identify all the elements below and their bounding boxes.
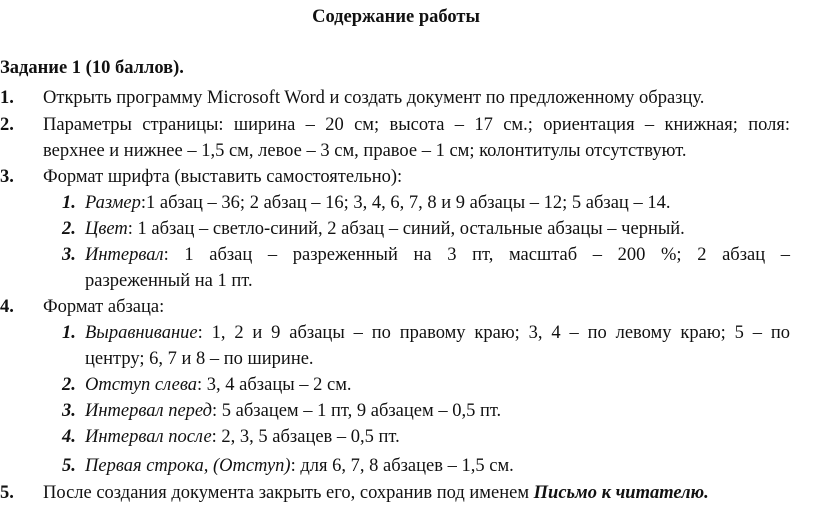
- page-title: Содержание работы: [312, 7, 480, 27]
- item-4-5-value: : для 6, 7, 8 абзацев – 1,5 см.: [290, 456, 514, 476]
- item-4-4-value: : 2, 3, 5 абзацев – 0,5 пт.: [211, 427, 400, 447]
- item-4-2-number: 2.: [62, 375, 76, 395]
- item-4-3-text: [85, 400, 501, 422]
- item-3-2-number: 2.: [62, 219, 76, 239]
- item-4-1-value: : 1, 2 и 9 абзацы – по правому краю; 3, 4 – по левому краю; 5 – по: [197, 323, 790, 343]
- item-3-2-label: Цвет: [85, 219, 128, 239]
- item-4-1-label: Выравнивание: [85, 323, 198, 343]
- item-3-1-text: [85, 192, 670, 214]
- item-4-3-number: 3.: [62, 401, 76, 421]
- item-3-3-label: Интервал: [85, 245, 164, 265]
- item-4-4-text: [85, 426, 400, 448]
- item-3-1-value: :1 абзац – 36; 2 абзац – 16; 3, 4, 6, 7, 8 и 9 абзацы – 12; 5 абзац – 14.: [140, 193, 671, 213]
- item-3-number: 3.: [0, 167, 14, 187]
- item-5-value: После создания документа закрыть его, сохранив под именем: [43, 483, 534, 503]
- item-4-5-number: 5.: [62, 456, 76, 476]
- item-4-4-number: 4.: [62, 427, 76, 447]
- item-2-number: 2.: [0, 115, 14, 135]
- item-4-number: 4.: [0, 297, 14, 317]
- item-4-1-line-2: центру; 6, 7 и 8 – по ширине.: [85, 349, 314, 369]
- item-4-3-label: Интервал перед: [85, 401, 213, 421]
- item-4-4-label: Интервал после: [85, 427, 212, 447]
- item-3-1-label: Размер: [85, 193, 141, 213]
- item-3-3-value: : 1 абзац – разреженный на 3 пт, масштаб – 200 %; 2 абзац –: [163, 245, 790, 265]
- item-3-3-line-2: разреженный на 1 пт.: [85, 271, 253, 291]
- item-3-3-line-1: [85, 244, 790, 266]
- item-4-5-text: [85, 455, 514, 477]
- item-3-3-number: 3.: [62, 245, 76, 265]
- item-3-2-text: [85, 218, 685, 240]
- item-1-text: Открыть программу Microsoft Word и создать документ по предложенному образцу.: [43, 88, 705, 108]
- item-1-number: 1.: [0, 88, 14, 108]
- item-2-line-1: Параметры страницы: ширина – 20 см; высота – 17 см.; ориентация – книжная; поля:: [43, 115, 790, 135]
- item-4-3-value: : 5 абзацем – 1 пт, 9 абзацем – 0,5 пт.: [212, 401, 502, 421]
- item-5-number: 5.: [0, 483, 14, 503]
- item-4-2-value: : 3, 4 абзацы – 2 см.: [197, 375, 352, 395]
- item-4-5-label: Первая строка, (Отступ): [85, 456, 291, 476]
- task-heading: Задание 1 (10 баллов).: [0, 58, 184, 78]
- item-2-line-2: верхнее и нижнее – 1,5 см, левое – 3 см, правое – 1 см; колонтитулы отсутствуют.: [43, 141, 687, 161]
- item-4-2-text: [85, 374, 352, 396]
- item-3-1-number: 1.: [62, 193, 76, 213]
- item-4-1-number: 1.: [62, 323, 76, 343]
- item-4-text: Формат абзаца:: [43, 297, 165, 317]
- item-4-2-label: Отступ слева: [85, 375, 198, 395]
- item-5-text: [43, 482, 709, 504]
- item-3-text: Формат шрифта (выставить самостоятельно):: [43, 167, 403, 187]
- item-3-2-value: : 1 абзац – светло-синий, 2 абзац – синий, остальные абзацы – черный.: [127, 219, 685, 239]
- item-5-filename: Письмо к читателю.: [533, 483, 709, 503]
- item-4-1-line-1: [85, 322, 790, 344]
